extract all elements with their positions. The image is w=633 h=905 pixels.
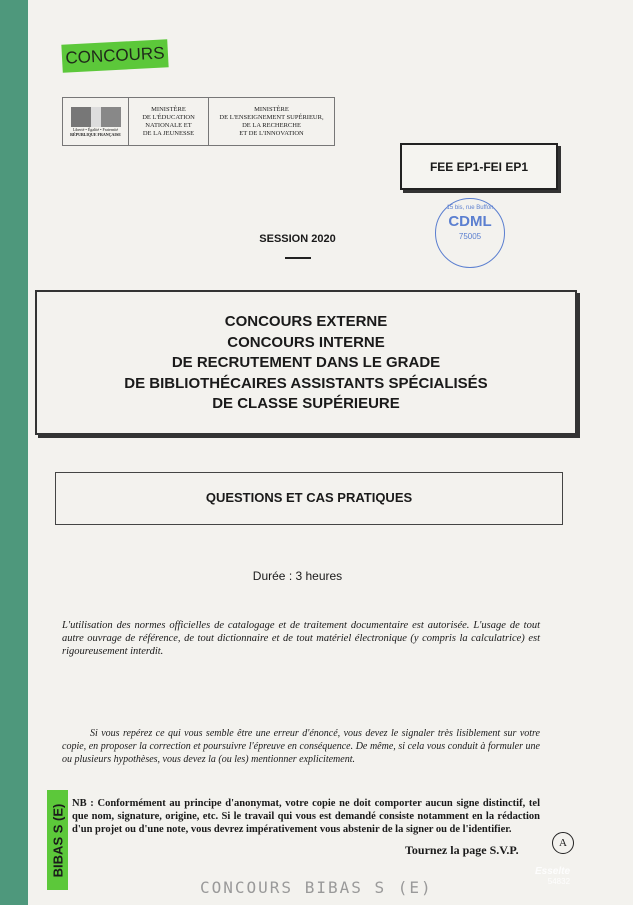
ministry-line: DE L'ENSEIGNEMENT SUPÉRIEUR, bbox=[219, 113, 324, 121]
ministry-line: NATIONALE ET bbox=[145, 121, 192, 129]
rules-paragraph: L'utilisation des normes officielles de catalogage et de traitement documentaire est autorisée. L'usage de tout autre ouvrage de référence, de tout dictionnaire et de tout matériel électronique (y compris la calculatrice) est rigoureusement interdit. bbox=[62, 620, 540, 657]
side-label bbox=[47, 790, 68, 890]
exam-title-box bbox=[35, 290, 577, 435]
divider bbox=[285, 257, 311, 259]
ministry-line: DE LA JEUNESSE bbox=[142, 129, 195, 137]
watermark-brand: Esselte bbox=[535, 866, 571, 877]
turn-page-text: Tournez la page S.V.P. bbox=[405, 843, 519, 857]
handwritten-note: CONCOURS BIBAS S (E) bbox=[200, 878, 433, 897]
nb-paragraph: NB : Conformément au principe d'anonymat, votre copie ne doit comporter aucun signe distinctif, tel que nom, signature, origine, etc. Si le travail qui vous est demandé consiste notamment en la rédaction d'un projet ou d'une note, vous devrez impérativement vous abstenir de la signer ou de l'identifier. bbox=[72, 798, 540, 835]
ministry-line: MINISTÈRE bbox=[151, 105, 186, 113]
session-heading bbox=[200, 233, 395, 259]
ministry-education bbox=[129, 98, 209, 145]
stamp-zip: 75005 bbox=[458, 232, 482, 241]
exam-code-box: FEE EP1-FEI EP1 bbox=[400, 143, 558, 190]
title-line: CONCOURS EXTERNE bbox=[224, 313, 388, 330]
title-line: CONCOURS INTERNE bbox=[227, 333, 385, 351]
concours-label: CONCOURS bbox=[61, 39, 168, 73]
republique-logo bbox=[63, 98, 129, 145]
ministry-line: ET DE L'INNOVATION bbox=[239, 129, 304, 137]
errors-paragraph: Si vous repérez ce qui vous semble être une erreur d'énoncé, vous devez le signaler très lisiblement sur votre copie, en proposer la correction et poursuivre l'épreuve en conséquence. De même, si cela vous conduit à formuler une ou plusieurs hypothèses, vous devez la (ou les) mentionner explicitement. bbox=[62, 728, 540, 765]
marianne-logo-icon bbox=[71, 107, 121, 127]
stamp-address: 15 bis, rue Buffon bbox=[446, 205, 494, 211]
logo-republique: RÉPUBLIQUE FRANÇAISE bbox=[70, 131, 121, 137]
watermark bbox=[535, 866, 570, 886]
session-text: SESSION 2020 bbox=[259, 233, 336, 245]
title-line: DE CLASSE SUPÉRIEURE bbox=[212, 395, 400, 412]
ministry-header bbox=[62, 97, 335, 146]
page-letter-circle: A bbox=[552, 832, 574, 854]
watermark-number: 54832 bbox=[547, 877, 571, 886]
ministry-higher-education bbox=[209, 98, 334, 145]
cdml-stamp bbox=[435, 198, 505, 268]
side-label-text: BIBAS S (E) bbox=[50, 803, 66, 877]
stamp-name: CDML bbox=[448, 213, 492, 230]
ministry-line: DE L'ÉDUCATION bbox=[142, 113, 195, 121]
ministry-line: MINISTÈRE bbox=[254, 105, 289, 113]
title-line: DE RECRUTEMENT DANS LE GRADE bbox=[171, 354, 441, 371]
duration: Durée : 3 heures bbox=[252, 569, 343, 583]
logo-motto: Liberté • Égalité • Fraternité bbox=[72, 126, 119, 132]
subject-box: QUESTIONS ET CAS PRATIQUES bbox=[55, 472, 563, 525]
title-line: DE BIBLIOTHÉCAIRES ASSISTANTS SPÉCIALISÉS bbox=[124, 374, 488, 392]
ministry-line: DE LA RECHERCHE bbox=[242, 121, 301, 129]
